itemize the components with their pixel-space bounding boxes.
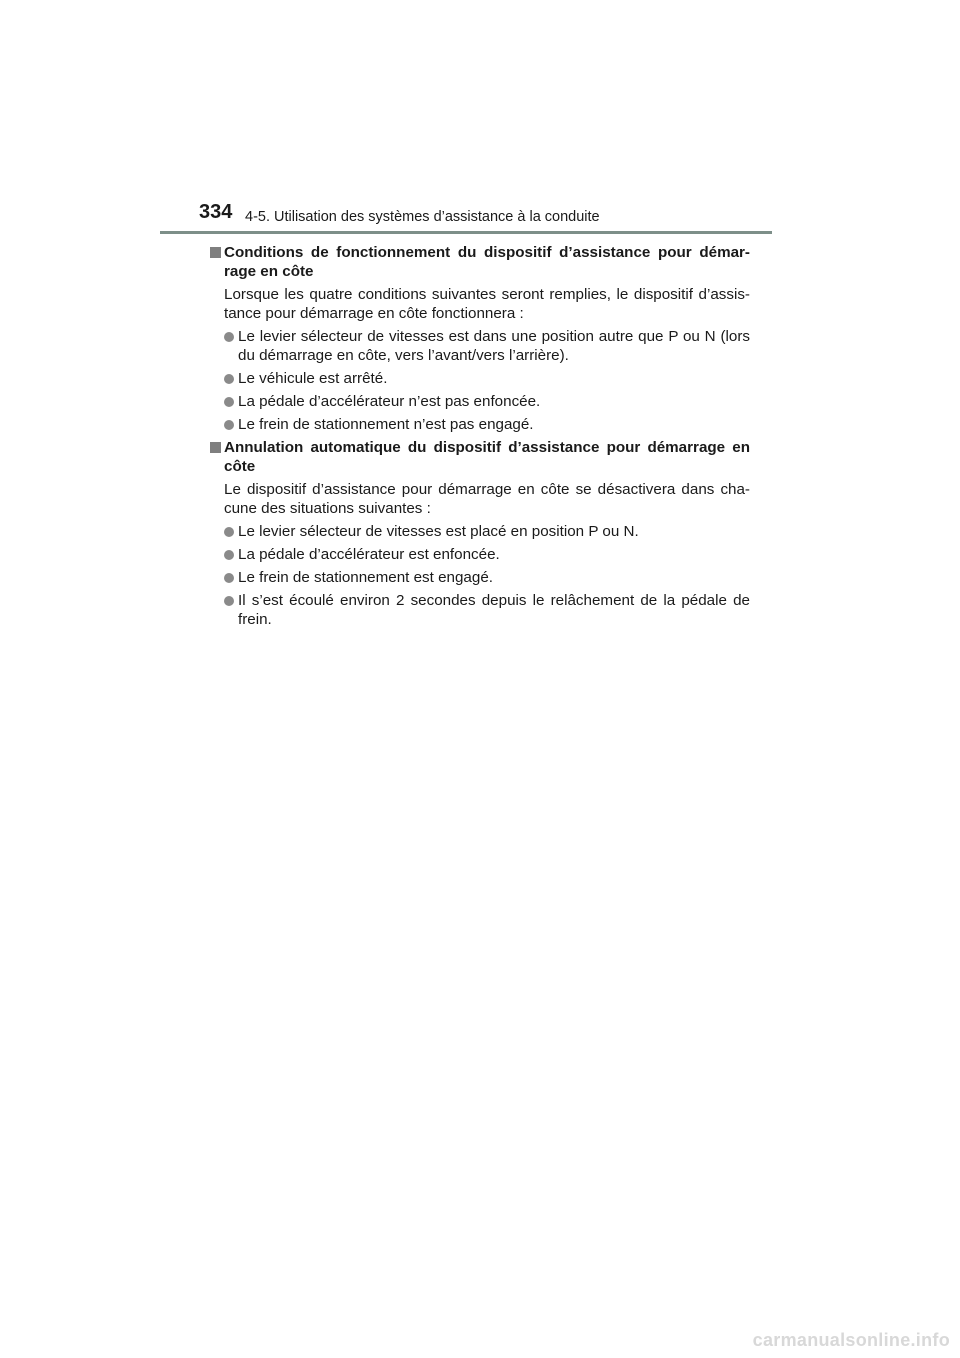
watermark: carmanualsonline.info bbox=[752, 1330, 950, 1350]
circle-bullet-icon bbox=[224, 527, 234, 537]
list-item bbox=[210, 415, 750, 434]
list-item-text: Le frein de stationnement est engagé. bbox=[238, 569, 493, 586]
list-item-text: La pédale d’accélérateur est enfoncée. bbox=[238, 546, 500, 563]
circle-bullet-icon bbox=[224, 332, 234, 342]
circle-bullet-icon bbox=[224, 573, 234, 583]
list-item bbox=[210, 369, 750, 388]
list-item-text: Le levier sélecteur de vitesses est dans une position autre que P ou N (lors du démarrage en côte, vers l’avant/vers l’arrière). bbox=[238, 328, 750, 364]
section-intro: Le dispositif d’assistance pour démarrage en côte se désactivera dans cha- cune des situations suivantes : bbox=[224, 481, 750, 517]
section-cancellation bbox=[210, 438, 750, 629]
list-item-text: Le véhicule est arrêté. bbox=[238, 370, 388, 387]
circle-bullet-icon bbox=[224, 397, 234, 407]
list-item bbox=[210, 392, 750, 411]
circle-bullet-icon bbox=[224, 596, 234, 606]
list-item bbox=[210, 591, 750, 629]
list-item-text: La pédale d’accélérateur n’est pas enfoncée. bbox=[238, 393, 541, 410]
content bbox=[210, 243, 750, 633]
section-heading-text: Conditions de fonctionnement du dispositif d’assistance pour démar- rage en côte bbox=[224, 244, 750, 280]
section-intro: Lorsque les quatre conditions suivantes seront remplies, le dispositif d’assis- tance pour démarrage en côte fonctionnera : bbox=[224, 286, 750, 322]
section-heading bbox=[210, 438, 750, 476]
circle-bullet-icon bbox=[224, 374, 234, 384]
section-heading bbox=[210, 243, 750, 281]
list-item bbox=[210, 522, 750, 541]
list-item bbox=[210, 327, 750, 365]
page-number: 334 bbox=[199, 201, 233, 223]
circle-bullet-icon bbox=[224, 550, 234, 560]
list-item-text: Le levier sélecteur de vitesses est placé en position P ou N. bbox=[238, 523, 639, 540]
square-bullet-icon bbox=[210, 442, 221, 453]
circle-bullet-icon bbox=[224, 420, 234, 430]
list-item-text: Le frein de stationnement n’est pas engagé. bbox=[238, 416, 534, 433]
section-conditions bbox=[210, 243, 750, 434]
list-item bbox=[210, 568, 750, 587]
section-heading-text: Annulation automatique du dispositif d’assistance pour démarrage en côte bbox=[224, 439, 750, 475]
list-item bbox=[210, 545, 750, 564]
square-bullet-icon bbox=[210, 247, 221, 258]
list-item-text: Il s’est écoulé environ 2 secondes depuis le relâchement de la pédale de frein. bbox=[238, 592, 750, 628]
header-rule bbox=[160, 231, 772, 234]
section-title: 4-5. Utilisation des systèmes d’assistance à la conduite bbox=[245, 209, 600, 225]
